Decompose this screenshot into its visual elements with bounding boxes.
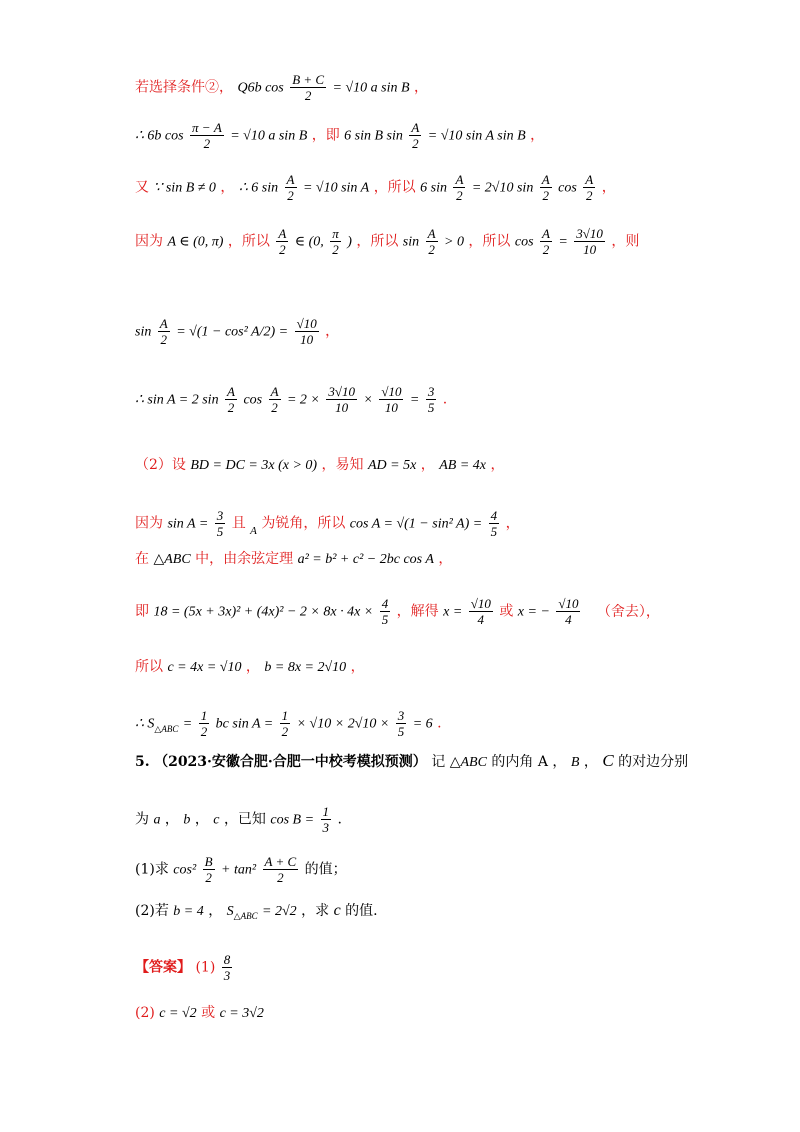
math: C xyxy=(602,751,614,770)
text: ， xyxy=(164,811,179,828)
text-red: 为锐角，所以 xyxy=(261,515,346,532)
math: B xyxy=(570,755,580,770)
numerator: 8 xyxy=(223,952,231,967)
denominator: 4 xyxy=(477,612,485,627)
solution-line-11 xyxy=(135,658,365,677)
text-red: . xyxy=(437,715,442,732)
text-red: 或 xyxy=(499,603,514,620)
denominator: 2 xyxy=(200,724,208,739)
numerator: 3 xyxy=(427,384,435,399)
fraction xyxy=(379,384,403,415)
fraction xyxy=(225,384,237,415)
fraction xyxy=(489,508,500,539)
math: sin xyxy=(135,324,152,340)
fraction xyxy=(215,508,226,539)
fraction xyxy=(556,596,580,627)
math: = √10 sin A sin B xyxy=(427,128,526,144)
question-5-part-1 xyxy=(135,854,347,885)
text-red: ， xyxy=(325,323,340,340)
denominator: 10 xyxy=(300,332,314,347)
math: = 2√10 sin xyxy=(471,180,534,196)
numerator: A xyxy=(286,172,295,187)
solution-line-4 xyxy=(135,226,639,257)
math: ∈ (0, xyxy=(294,234,324,250)
math: bc sin A = xyxy=(215,716,274,732)
fraction xyxy=(453,172,465,203)
text-red: ，所以 xyxy=(468,233,511,250)
math: b xyxy=(183,812,191,828)
text-red: 所以 xyxy=(135,659,163,675)
text-red: ， xyxy=(438,551,453,567)
text-red: ， xyxy=(414,79,429,96)
text-red: （舍去）， xyxy=(596,603,660,620)
math: = xyxy=(558,234,568,250)
numerator: A xyxy=(411,120,420,135)
denominator: 2 xyxy=(227,400,235,415)
math: AB = 4x xyxy=(439,458,486,473)
math: A ∈ (0, π) xyxy=(167,234,224,250)
math: c = 4x = √10 xyxy=(167,660,242,675)
question-source: （2023·安徽合肥·合肥一中校考模拟预测） xyxy=(154,754,427,770)
solution-line-6 xyxy=(135,384,447,415)
numerator: 1 xyxy=(200,708,208,723)
fraction xyxy=(426,226,438,257)
answer-line-1 xyxy=(135,952,234,983)
text-red: 在 xyxy=(135,551,149,567)
fraction xyxy=(330,226,341,257)
question-number: 5. xyxy=(135,754,150,770)
text: 的值. xyxy=(345,903,378,919)
text-red: ，即 xyxy=(311,127,340,144)
fraction xyxy=(295,316,319,347)
numerator: A xyxy=(585,172,594,187)
numerator: 1 xyxy=(281,708,289,723)
math: cos A = √(1 − sin² A) = xyxy=(349,516,483,532)
denominator: 5 xyxy=(490,524,498,539)
fraction xyxy=(285,172,297,203)
text-red: ， xyxy=(505,515,520,532)
fraction xyxy=(190,120,224,151)
fraction xyxy=(280,708,291,739)
math: cos² xyxy=(173,862,197,878)
text-red: (1) xyxy=(195,959,216,976)
fraction xyxy=(326,384,357,415)
denominator: 2 xyxy=(160,332,168,347)
math: cos xyxy=(243,392,263,408)
numerator: √10 xyxy=(558,596,579,611)
solution-line-8 xyxy=(135,508,520,539)
fraction xyxy=(583,172,595,203)
math: c = 3√2 xyxy=(219,1006,264,1021)
math: 6 sin xyxy=(420,180,447,196)
text: ， xyxy=(583,754,598,770)
text-red: ，所以 xyxy=(227,233,270,250)
denominator: 2 xyxy=(205,870,212,885)
denominator: 2 xyxy=(586,188,593,203)
math: cos xyxy=(514,234,534,250)
denominator: 2 xyxy=(271,400,278,415)
math: c = √2 xyxy=(159,1006,197,1021)
math: x = xyxy=(443,604,463,620)
math: = 2 × xyxy=(286,392,320,408)
numerator: 4 xyxy=(490,508,498,523)
math: ∴ 6 sin xyxy=(238,180,279,196)
math: = xyxy=(182,716,193,732)
text-red: ， xyxy=(601,179,616,196)
math: = 6 xyxy=(412,716,433,732)
text-red: 即 xyxy=(135,603,149,620)
math-subscript: △ABC xyxy=(233,911,258,921)
question-5-line-1 xyxy=(135,752,688,772)
solution-line-1 xyxy=(135,72,428,103)
math: b = 8x = 2√10 xyxy=(264,660,347,675)
denominator: 2 xyxy=(428,242,435,257)
fraction xyxy=(276,226,288,257)
text: ， xyxy=(194,811,209,828)
math: sin xyxy=(402,234,420,250)
text-red: ，易知 xyxy=(321,457,364,473)
denominator: 5 xyxy=(397,724,405,739)
fraction xyxy=(396,708,407,739)
text-red: ， xyxy=(530,127,545,144)
fraction xyxy=(269,384,281,415)
denominator: 2 xyxy=(279,242,286,257)
math: + tan² xyxy=(221,862,257,878)
text-red: 因为 xyxy=(135,515,163,532)
answer-line-2 xyxy=(135,1004,264,1023)
solution-line-12 xyxy=(135,708,442,739)
numerator: √10 xyxy=(381,384,402,399)
text-red: ， xyxy=(490,457,505,473)
text: ，已知 xyxy=(223,811,266,828)
solution-line-9 xyxy=(135,550,452,569)
numerator: 1 xyxy=(322,804,330,819)
numerator: A xyxy=(541,226,550,241)
solution-line-3 xyxy=(135,172,616,203)
numerator: 3 xyxy=(397,708,405,723)
denominator: 2 xyxy=(542,188,549,203)
fraction xyxy=(222,952,233,983)
fraction xyxy=(574,226,605,257)
numerator: A xyxy=(278,226,287,241)
fraction xyxy=(469,596,493,627)
numerator: A xyxy=(270,384,279,399)
fraction xyxy=(263,854,299,885)
fraction xyxy=(426,384,437,415)
math: = √10 a sin B xyxy=(332,80,410,96)
numerator: 3√10 xyxy=(328,384,355,399)
math: ∴ sin A = 2 sin xyxy=(135,392,219,408)
denominator: 5 xyxy=(216,524,224,539)
numerator: A xyxy=(159,316,168,331)
text-red: ， xyxy=(350,659,365,675)
math: A xyxy=(537,754,548,770)
fraction xyxy=(158,316,170,347)
text-red: ， xyxy=(420,457,435,473)
answer-label: 【答案】 xyxy=(135,959,191,976)
numerator: A xyxy=(541,172,550,187)
math: AD = 5x xyxy=(368,458,417,473)
denominator: 10 xyxy=(335,400,349,415)
denominator: 2 xyxy=(456,188,463,203)
solution-line-10 xyxy=(135,596,660,627)
denominator: 5 xyxy=(427,400,435,415)
text-red: 若选择条件②， xyxy=(135,79,233,96)
text-red: ，解得 xyxy=(396,603,439,620)
text: (1)求 xyxy=(135,861,169,878)
text: . xyxy=(337,811,342,828)
math: = √(1 − cos² A/2) = xyxy=(176,324,289,340)
denominator: 3 xyxy=(223,968,231,983)
text-red: 中，由余弦定理 xyxy=(195,551,294,567)
math: S xyxy=(226,904,234,919)
numerator: A xyxy=(227,384,235,399)
math: △ABC xyxy=(153,552,191,567)
solution-line-2 xyxy=(135,120,544,151)
denominator: 4 xyxy=(565,612,572,627)
text: 记 xyxy=(431,754,446,770)
numerator: 4 xyxy=(381,596,389,611)
denominator: 10 xyxy=(583,242,597,257)
math: 18 = (5x + 3x)² + (4x)² − 2 × 8x · 4x × xyxy=(153,604,374,620)
math: x = − xyxy=(517,604,550,620)
solution-line-5 xyxy=(135,316,339,347)
numerator: π − A xyxy=(192,120,222,135)
math: a² = b² + c² − 2bc cos A xyxy=(297,552,434,567)
math: > 0 xyxy=(444,234,464,250)
denominator: 2 xyxy=(304,88,312,103)
fraction xyxy=(380,596,391,627)
math: c xyxy=(213,812,220,828)
text: ， xyxy=(208,903,223,919)
text-red: . xyxy=(442,391,448,408)
text-red: ， xyxy=(245,659,260,675)
numerator: 3 xyxy=(216,508,224,523)
math: c xyxy=(333,902,341,919)
math: cos B = xyxy=(270,812,315,828)
denominator: 3 xyxy=(322,820,330,835)
fraction xyxy=(321,804,332,835)
math: Q6b cos xyxy=(237,80,284,96)
fraction xyxy=(540,226,552,257)
text-red: 因为 xyxy=(135,233,163,250)
text: 的对边分别 xyxy=(618,754,689,770)
math: ) xyxy=(347,234,352,250)
fraction xyxy=(409,120,421,151)
fraction xyxy=(199,708,210,739)
math: = 2√2 xyxy=(262,904,297,919)
math: BD = DC = 3x (x > 0) xyxy=(190,458,318,473)
numerator: √10 xyxy=(296,316,317,331)
math: = √10 a sin B xyxy=(230,128,308,144)
numerator: √10 xyxy=(470,596,491,611)
math: = xyxy=(409,392,420,408)
text-red: 或 xyxy=(201,1005,216,1021)
math: A xyxy=(250,524,257,537)
denominator: 5 xyxy=(381,612,389,627)
fraction xyxy=(203,854,215,885)
text: 的值； xyxy=(304,861,347,878)
denominator: 2 xyxy=(542,242,550,257)
math: 6 sin B sin xyxy=(344,128,403,144)
math: sin A = xyxy=(167,516,209,532)
math: cos xyxy=(558,180,577,196)
math: a xyxy=(153,812,161,828)
denominator: 2 xyxy=(287,188,294,203)
math-subscript: △ABC xyxy=(154,723,179,734)
text-red: (2) xyxy=(135,1005,155,1021)
math: ∴ S xyxy=(135,716,155,732)
numerator: A + C xyxy=(264,854,297,869)
numerator: B xyxy=(204,854,213,869)
denominator: 2 xyxy=(332,242,339,257)
numerator: 3√10 xyxy=(576,226,603,241)
text-red: （2）设 xyxy=(135,457,186,473)
fraction xyxy=(290,72,326,103)
solution-line-7 xyxy=(135,456,504,475)
text-red: 又 xyxy=(135,179,149,196)
denominator: 2 xyxy=(412,136,419,151)
numerator: A xyxy=(455,172,464,187)
text: 为 xyxy=(135,811,149,828)
numerator: π xyxy=(332,226,339,241)
fraction xyxy=(540,172,552,203)
text-red: ，所以 xyxy=(356,233,399,250)
text-red: 且 xyxy=(231,515,246,532)
numerator: B + C xyxy=(292,72,325,87)
text: 的内角 xyxy=(491,754,534,770)
text: (2)若 xyxy=(135,903,169,919)
denominator: 10 xyxy=(384,400,398,415)
text-red: ，则 xyxy=(611,233,640,250)
text: ，求 xyxy=(301,903,330,919)
math: △ABC xyxy=(449,755,487,770)
math: ∴ 6b cos xyxy=(135,128,184,144)
question-5-part-2 xyxy=(135,902,378,921)
math: × xyxy=(363,392,373,408)
text: ， xyxy=(552,754,567,770)
denominator: 2 xyxy=(203,136,211,151)
math: = √10 sin A xyxy=(302,180,370,196)
math: b = 4 xyxy=(173,904,204,919)
denominator: 2 xyxy=(281,724,289,739)
text-red: ， xyxy=(220,179,235,196)
numerator: A xyxy=(427,226,436,241)
question-5-line-2 xyxy=(135,804,342,835)
math: ∵ sin B ≠ 0 xyxy=(153,180,216,196)
math: × √10 × 2√10 × xyxy=(296,716,390,732)
denominator: 2 xyxy=(277,870,284,885)
text-red: ，所以 xyxy=(373,179,416,196)
